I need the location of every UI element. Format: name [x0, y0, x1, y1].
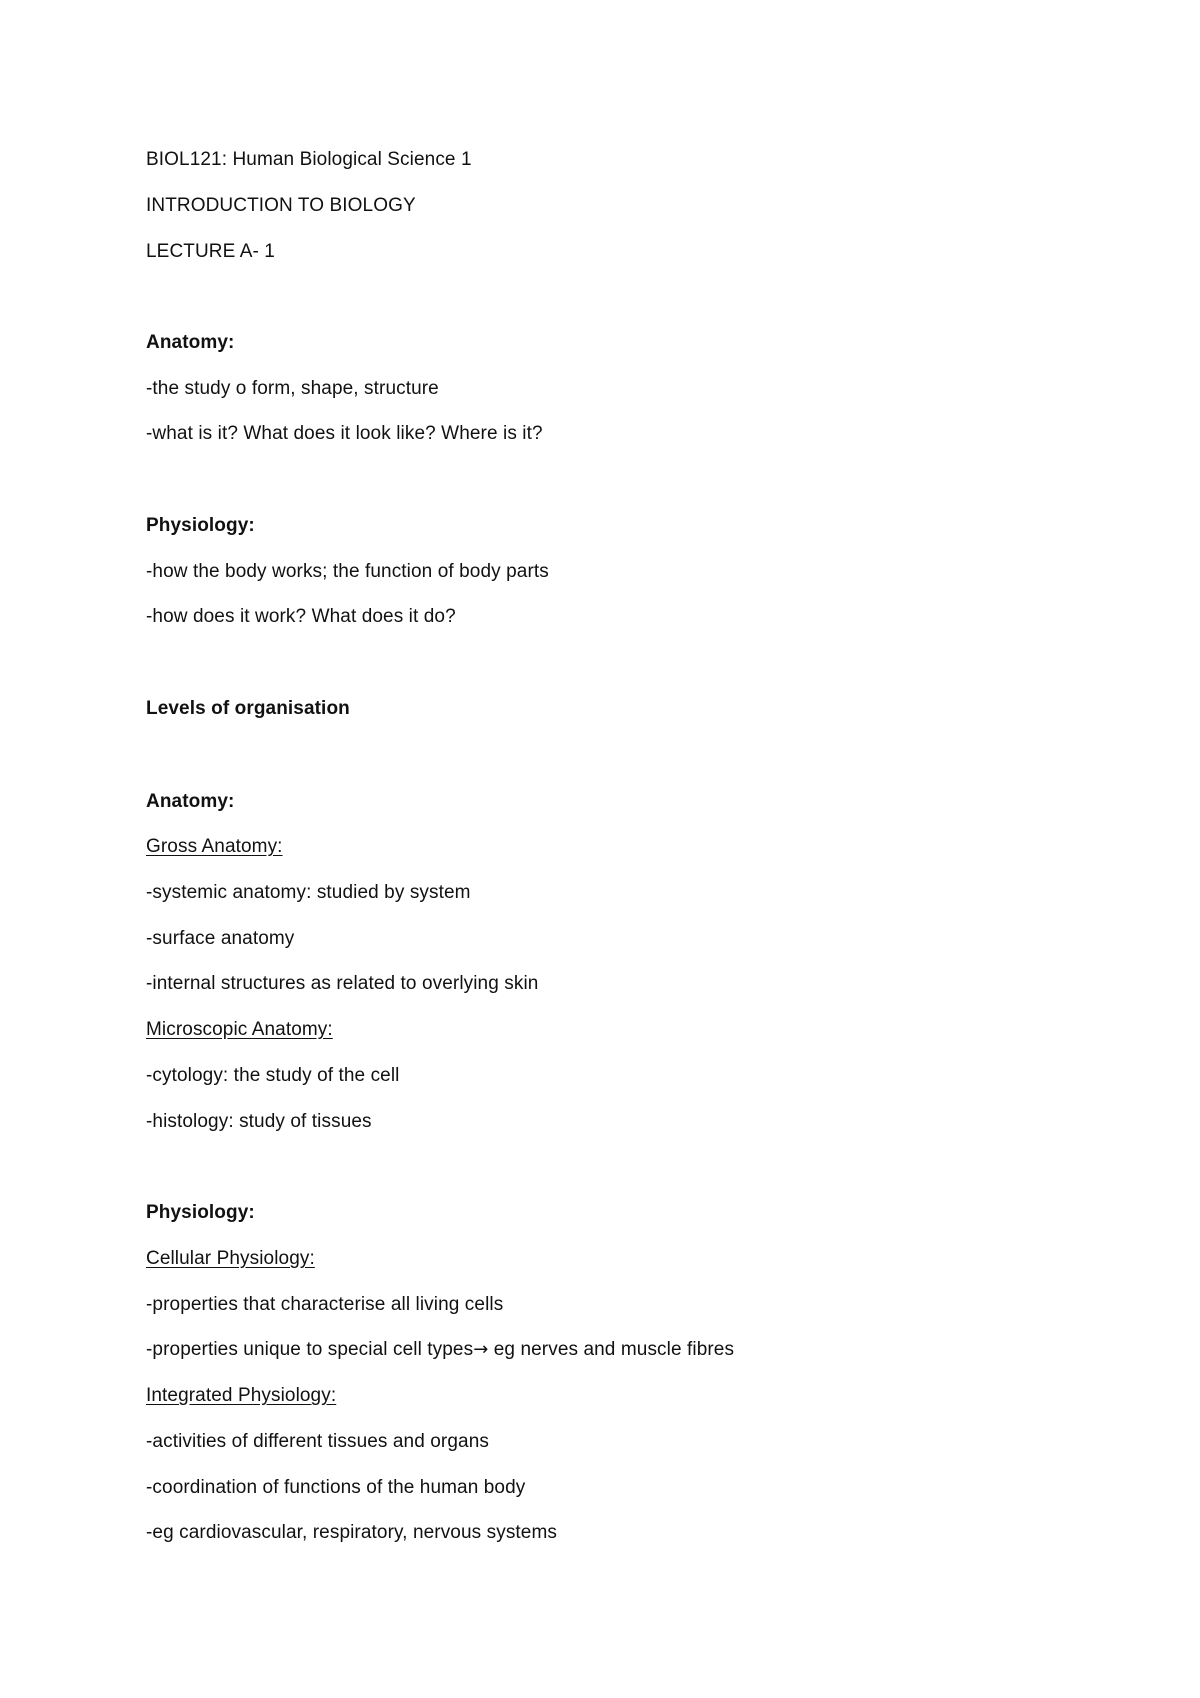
cellular-physiology-item: -properties that characterise all living cells — [146, 1294, 504, 1315]
integrated-physiology-subheading: Integrated Physiology: — [146, 1385, 337, 1406]
cellular-physiology-item-example: eg nerves and muscle fibres — [488, 1339, 735, 1360]
microscopic-anatomy-subheading: Microscopic Anatomy: — [146, 1019, 333, 1040]
document-subtitle: INTRODUCTION TO BIOLOGY — [146, 195, 416, 216]
physiology-item: -how does it work? What does it do? — [146, 606, 456, 627]
cellular-physiology-item — [146, 1338, 734, 1362]
anatomy-item: -what is it? What does it look like? Where is it? — [146, 423, 543, 444]
anatomy-heading: Anatomy: — [146, 332, 235, 353]
levels-physiology-heading: Physiology: — [146, 1202, 255, 1223]
right-arrow-icon: → — [473, 1339, 489, 1360]
physiology-item: -how the body works; the function of body parts — [146, 561, 549, 582]
physiology-heading: Physiology: — [146, 515, 255, 536]
microscopic-anatomy-item: -histology: study of tissues — [146, 1111, 372, 1132]
gross-anatomy-item: -systemic anatomy: studied by system — [146, 882, 471, 903]
lecture-label: LECTURE A- 1 — [146, 241, 275, 262]
gross-anatomy-item: -surface anatomy — [146, 928, 295, 949]
integrated-physiology-item: -coordination of functions of the human body — [146, 1477, 526, 1498]
microscopic-anatomy-item: -cytology: the study of the cell — [146, 1065, 400, 1086]
integrated-physiology-item: -activities of different tissues and organs — [146, 1431, 489, 1452]
anatomy-item: -the study o form, shape, structure — [146, 378, 439, 399]
cellular-physiology-item-text: -properties unique to special cell types — [146, 1339, 474, 1360]
cellular-physiology-subheading: Cellular Physiology: — [146, 1248, 315, 1269]
course-title: BIOL121: Human Biological Science 1 — [146, 149, 472, 170]
levels-anatomy-heading: Anatomy: — [146, 791, 235, 812]
gross-anatomy-subheading: Gross Anatomy: — [146, 836, 283, 857]
levels-heading: Levels of organisation — [146, 698, 350, 719]
integrated-physiology-item: -eg cardiovascular, respiratory, nervous systems — [146, 1522, 557, 1543]
gross-anatomy-item: -internal structures as related to overlying skin — [146, 973, 539, 994]
